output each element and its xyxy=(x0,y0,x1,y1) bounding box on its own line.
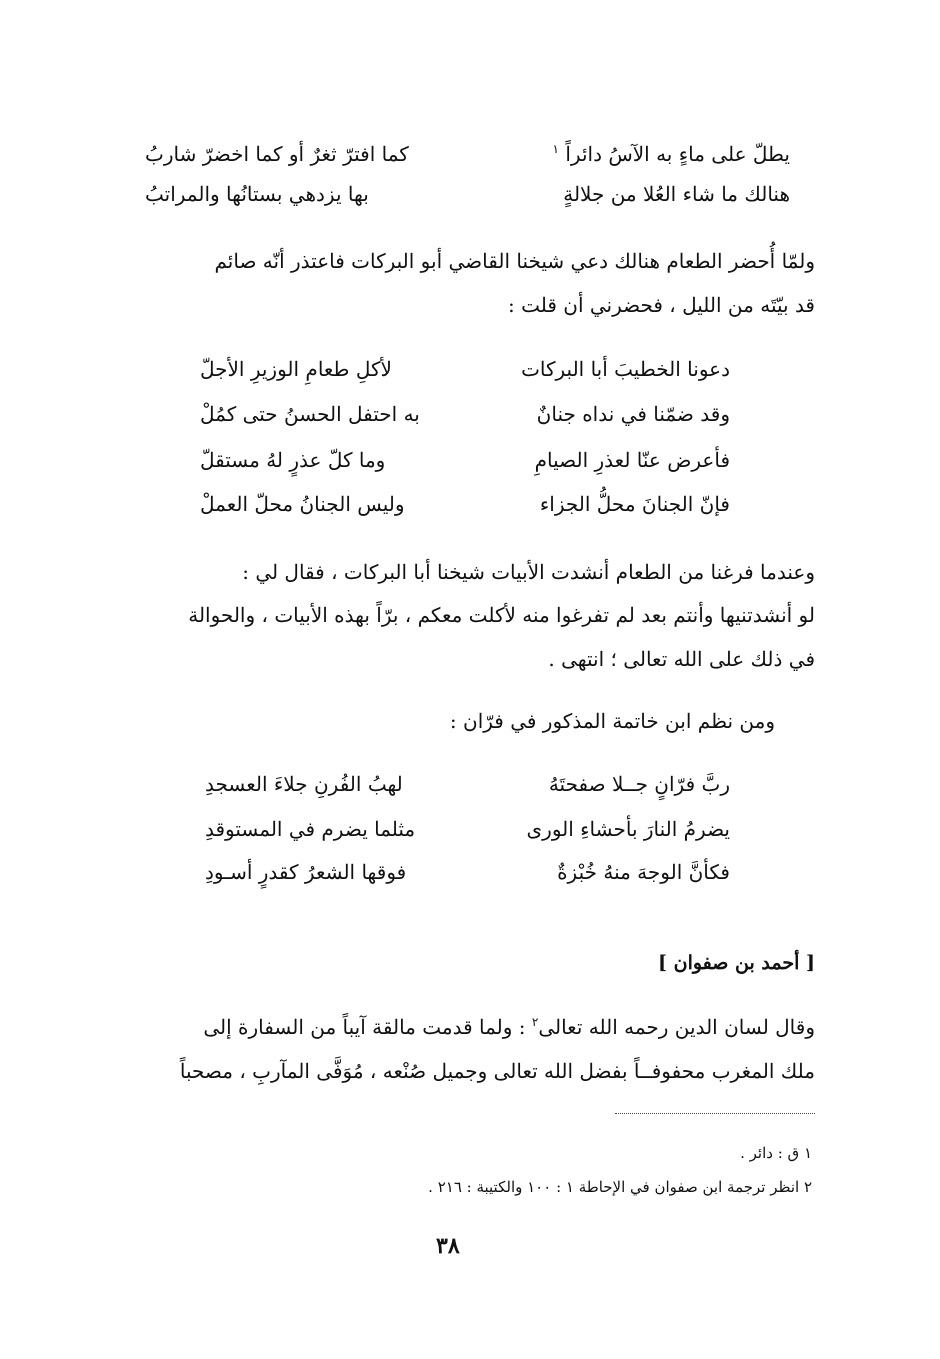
paragraph-2-line-1: وعندما فرغنا من الطعام أنشدت الأبيات شيخنا أبا البركات ، فقال لي : xyxy=(242,560,815,584)
verse-first-hemistich: يطلّ على ماءٍ به الآسُ دائراً $^١$ xyxy=(552,142,790,166)
verse-first-hemistich: وقد ضمّنا في نداه جنانٌ xyxy=(536,402,730,426)
footnote-marker: ٢ xyxy=(531,1015,539,1029)
page-number: ٣٨ xyxy=(436,1233,460,1259)
verse-second-hemistich: مثلما يضرم في المستوقدِ xyxy=(205,817,416,841)
verse-first-hemistich: فكأنَّ الوجهَ منهُ خُبْزةٌ xyxy=(557,860,730,884)
footnote-separator xyxy=(615,1113,815,1114)
verse-second-hemistich: فوقها الشعرُ كقدرٍ أسـودِ xyxy=(205,860,407,884)
paragraph-3: ومن نظم ابن خاتمة المذكور في فرّان : xyxy=(449,709,775,733)
verse-first-hemistich: هنالك ما شاء العُلا من جلالةٍ xyxy=(563,182,790,206)
section-heading: [ أحمد بن صفوان ] xyxy=(658,952,815,974)
paragraph-2-line-3: في ذلك على الله تعالى ؛ انتهى . xyxy=(548,647,815,671)
verse-second-hemistich: لهبُ الفُرنِ جلاءَ العسجدِ xyxy=(205,772,403,796)
verse-first-hemistich: فإنّ الجنانَ محلُّ الجزاء xyxy=(539,492,730,516)
verse-second-hemistich: وليس الجنانُ محلّ العملْ xyxy=(200,492,405,516)
verse-first-hemistich: فأعرض عنّا لعذرِ الصيامِ xyxy=(534,448,730,472)
paragraph-4-line-2: ملك المغرب محفوفــاً بفضل الله تعالى وجميل صُنْعه ، مُوَفَّى المآربِ ، مصحباً xyxy=(179,1059,815,1083)
footnote-2: ٢ انظر ترجمة ابن صفوان في الإحاطة ١ : ١٠٠ والكتيبة : ٢١٦ . xyxy=(428,1178,812,1196)
paragraph-1-line-1: ولمّا أُحضر الطعام هنالك دعي شيخنا القاضي أبو البركات فاعتذر أنّه صائم xyxy=(214,249,815,273)
footnote-marker: ١ xyxy=(552,142,559,156)
verse-second-hemistich: وما كلّ عذرٍ لهُ مستقلّ xyxy=(200,448,386,472)
verse-second-hemistich: كما افترّ ثغرٌ أو كما اخضرّ شاربُ xyxy=(145,142,409,166)
verse-second-hemistich: بها يزدهي بستانُها والمراتبُ xyxy=(145,182,369,206)
paragraph-1-line-2: قد بيّتَه من الليل ، فحضرني أن قلت : xyxy=(507,293,815,317)
verse-first-hemistich: ربَّ فرّانٍ جــلا صفحتَهُ xyxy=(548,772,730,796)
paragraph-2-line-2: لو أنشدتنيها وأنتم بعد لم تفرغوا منه لأكلت معكم ، برّاً بهذه الأبيات ، والحوالة xyxy=(188,603,815,627)
footnote-1: ١ ق : دائر . xyxy=(740,1144,812,1162)
verse-second-hemistich: به احتفل الحسنُ حتى كمُلْ xyxy=(200,402,420,426)
verse-first-hemistich: دعونا الخطيبَ أبا البركات xyxy=(521,357,730,381)
paragraph-4-line-1: وقال لسان الدين رحمه الله تعالى$^٢$ : ولما قدمت مالقة آيباً من السفارة إلى xyxy=(203,1015,815,1039)
verse-second-hemistich: لأكلِ طعامِ الوزيرِ الأجلّ xyxy=(200,357,392,381)
verse-first-hemistich: يضرمُ النارَ بأحشاءِ الورى xyxy=(526,817,730,841)
